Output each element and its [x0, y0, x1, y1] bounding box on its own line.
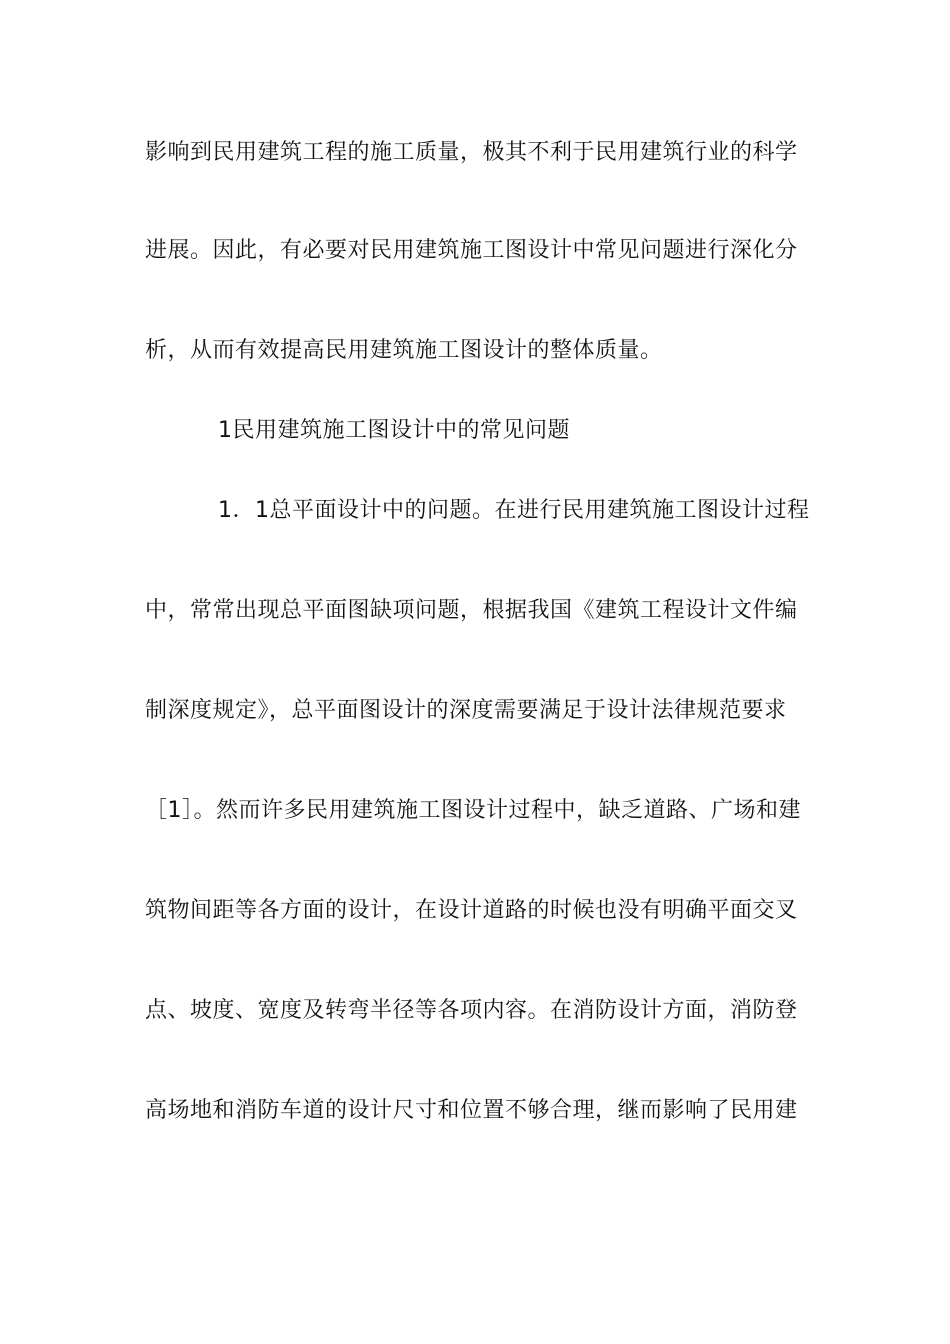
paragraph-line: 进展。因此，有必要对民用建筑施工图设计中常见问题进行深化分	[145, 238, 798, 263]
paragraph-line: 筑物间距等各方面的设计，在设计道路的时候也没有明确平面交叉	[145, 898, 798, 923]
section-heading: 1民用建筑施工图设计中的常见问题	[218, 418, 570, 443]
subsection-first-line: 1．1总平面设计中的问题。在进行民用建筑施工图设计过程	[218, 498, 810, 523]
paragraph-line: 中，常常出现总平面图缺项问题，根据我国《建筑工程设计文件编	[145, 598, 798, 623]
paragraph-line: 点、坡度、宽度及转弯半径等各项内容。在消防设计方面，消防登	[145, 998, 798, 1023]
paragraph-line: 制深度规定》，总平面图设计的深度需要满足于设计法律规范要求	[145, 698, 787, 723]
paragraph-line: 析，从而有效提高民用建筑施工图设计的整体质量。	[145, 338, 663, 363]
paragraph-line: 高场地和消防车道的设计尺寸和位置不够合理，继而影响了民用建	[145, 1098, 798, 1123]
paragraph-line: 影响到民用建筑工程的施工质量，极其不利于民用建筑行业的科学	[145, 140, 798, 165]
paragraph-line: ［1］。然而许多民用建筑施工图设计过程中，缺乏道路、广场和建	[145, 798, 801, 823]
